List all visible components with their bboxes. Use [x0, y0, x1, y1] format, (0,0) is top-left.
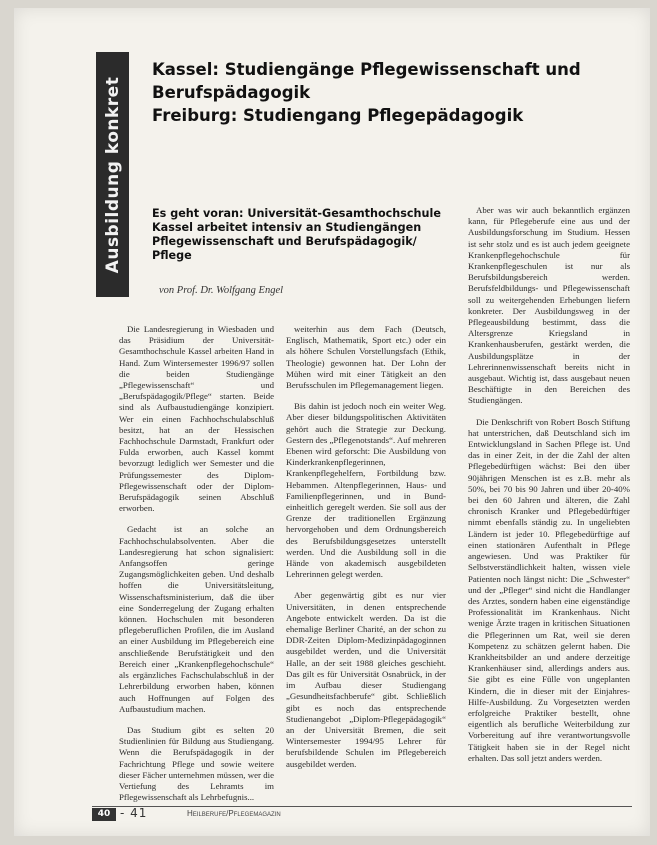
article-subhead: Es geht voran: Universität-Gesamthochschule Kassel arbeitet intensiv an Studiengängen Pflegewissenschaft und Berufspädagogik/ Pflege [152, 207, 441, 262]
paragraph: Das Studium gibt es selten 20 Studienlinien für Bildung aus Studiengang. Wenn die Berufspädagogik in der Fachrichtung Pflege und sowie weitere dieser Fächer unternehmen müssen, wer die Vertiefung des Lehramts im Pflegewissenschaft als Lehrbefugnis... [119, 724, 274, 803]
page-number: 40 [92, 808, 116, 821]
paragraph: Gedacht ist an solche an Fachhochschulabsolventen. Aber die Landesregierung hat schon signalisiert: Anfangsoffen geringe Zugangsmöglichkeiten geben. Und deshalb hoffen die Universitätsleitung, Wissenschaftsministerium, daß die über eine Sonderregelung der Zugang erhalten können. Hochschulen mit besonderen pflegeberuflichen Profilen, die im Ausland an einer Ausbildung im Pflegebereich eine anschließende Berufstätigkeit und den Bereich einer „Krankenpflegehochschule“ als ergänzliches Fachschulabschluß in der Lehrerbildung erworben haben, können auch Hoffnungen auf Folgen des Aufbaustudium machen. [119, 524, 274, 714]
headline-line-1: Kassel: Studiengänge Pflegewissenschaft und [152, 60, 581, 79]
paragraph: Bis dahin ist jedoch noch ein weiter Weg. Aber dieser bildungspolitischen Aktivitäten gehört auch die Strategie zur Deckung. Gestern des „Pflegenotstands“. Auf mehreren Ebenen wird geforscht: Die Ausbildung von Kinderkrankenpflegerinnen, Krankenpflegehelfern, Fortbildung bzw. Hebammen. Altenpflegerinnen, Haus- und Familienpflegerinnen, und in Bund-einheitlich geregelt werden. Sie soll aus der Grenze der traditionellen Ergänzung hervorgehoben und dem Ordnungsbereich des Berufsbildungsgesetzes unterstellt werden. Und die Ausbildung soll in die Hände von akademisch ausgebildeten Lehrerinnen gelegt werden. [286, 401, 447, 580]
author-byline: von Prof. Dr. Wolfgang Engel [159, 285, 284, 296]
paragraph: Die Denkschrift von Robert Bosch Stiftung hat unterstrichen, daß Deutschland sich im Entwicklungsland in Sachen Pflege ist. Und das in einer Zeit, in der die Zahl der alten Pflegebedürftigen wächst: Bei den über 90jährigen Menschen ist es z.B. mehr als 50%, bei 70 bis 90 Jahren und über 20-40% bei den 60 Jahren und älteren, die Zahl chronisch Kranker und Pflegebedürftiger nimmt ebenfalls ständig zu. In ungeliebten Ländern ist jeder 10. Pflegebedürftige auf einen stationären Aufenthalt in Pflege angewiesen. Und was Praktiker für Selbstverständlichkeit halten, wissen viele Patienten noch längst nicht: Die „Schwester“ und der „Pfleger“ sind nicht die Handlanger des Arztes, sondern haben eine eigenständige Professionalität im Krankenhaus. Nicht wenige Ärzte tragen in kritischen Situationen die Pflegerinnen um Rat, weil sie deren Kompetenz zu schätzen gelernt haben. Die Krankheitsbilder an und andere derzeitige Krankenhäuser sind, allerdings anders aus. Sie gibt es eine Fülle von ungeplanten Kindern, die in dieser mit der Einjahres-Hilfe-Ausbildung. Zu Vorgesetzten werden erfolgreiche Praktiker bestellt, ohne eigentlich als berufliche Weiterbildung zur Vorbereitung auf ihre verantwortungsvolle Tätigkeit haben sie in der Regel nicht erhalten. Das soll jetzt anders werden. [468, 416, 630, 763]
headline-line-3: Freiburg: Studiengang Pflegepädagogik [152, 106, 524, 125]
article-headline [152, 58, 622, 127]
publication-name: Heilberufe/Pflegemagazin [187, 809, 281, 818]
page-footer [92, 806, 632, 823]
paragraph: Aber gegenwärtig gibt es nur vier Universitäten, in denen entsprechende Angebote entwickelt werden. Da ist die ehemalige Berliner Charité, an der schon zu DDR-Zeiten Diplom-Medizinpädagoginnen ausgebildet werden, und die Universität Halle, an der seit 1988 gleiches geschieht. Das gilt es für Universität Osnabrück, in der im Aufbau dieser Studiengang „Gesundheitsfachberufe“ gibt. Schließlich gibt es noch das entsprechende Studienangebot „Diplom-Pflegepädagogik“ an der Universität Bremen, die seit Wintersemester 1994/95 Lehrer für berufsbildende Schulen im Pflegebereich ausgebildet werden. [286, 590, 446, 769]
text-column-1 [119, 324, 274, 813]
headline-line-2: Berufspädagogik [152, 83, 311, 102]
section-label: Ausbildung konkret [102, 76, 123, 273]
paragraph: weiterhin aus dem Fach (Deutsch, Englisch, Mathematik, Sport etc.) oder ein als höhere Schulen Vorstellungsfach (Ethik, Theologie) gewonnen hat. Der Lohn der Mühen wird mit einer Tätigkeit an den Berufsschulen im Pflegemanagement liegen. [286, 324, 446, 391]
text-column-2 [286, 324, 446, 780]
text-column-3 [468, 205, 630, 774]
section-band [96, 52, 129, 297]
paragraph: Die Landesregierung in Wiesbaden und das Präsidium der Universität-Gesamthochschule Kassel arbeiten Hand in Hand. Zum Wintersemester 1996/97 sollen die beiden Studiengänge „Pflegewissenschaft“ und „Berufspädagogik/Pflege“ starten. Beide sind als Aufbaustudiengänge konzipiert. Wer ein einen Fachhochschulabschluß besitzt, hat an der Hessischen Fachhochschule Darmstadt, Frankfurt oder Fulda erworben, auch Kassel kommt bevorzugt lediglich wer Semester und die Prüfungssemester des Diplom-Pflegewissenschaft oder der Diplom-Berufspädagogik seinen Abschluß erworben. [119, 324, 274, 514]
paragraph: Aber was wir auch bekanntlich ergänzen kann, für Pflegeberufe eine aus und der Ausbildungsforschung im Studium. Hessen ist sehr stolz und es ist auch jedem geeignete Krankenpflegehochschule für Krankenpflegeschulen ist nur als Berufsbildungsbereich werden. Berufsfeldbildungs- und Pflegewissenschaft soll zu weitergehenden Erhebungen liefern konkreter. Der Ausbildungsweg in der Pflegeausbildung bestimmt, dass die Altersgrenze Kriegsland in Krankenhausberufen, gestärkt werden, die Ausbildungsplätze in der Lehrerinnenwissenschaft bereits nicht in ausgebaut. Wichtig ist, dass ausgebaut neuen Beschäftigte in den Bereichen des Studiengängen. [468, 205, 630, 406]
handwritten-note: - 41 [120, 806, 148, 820]
